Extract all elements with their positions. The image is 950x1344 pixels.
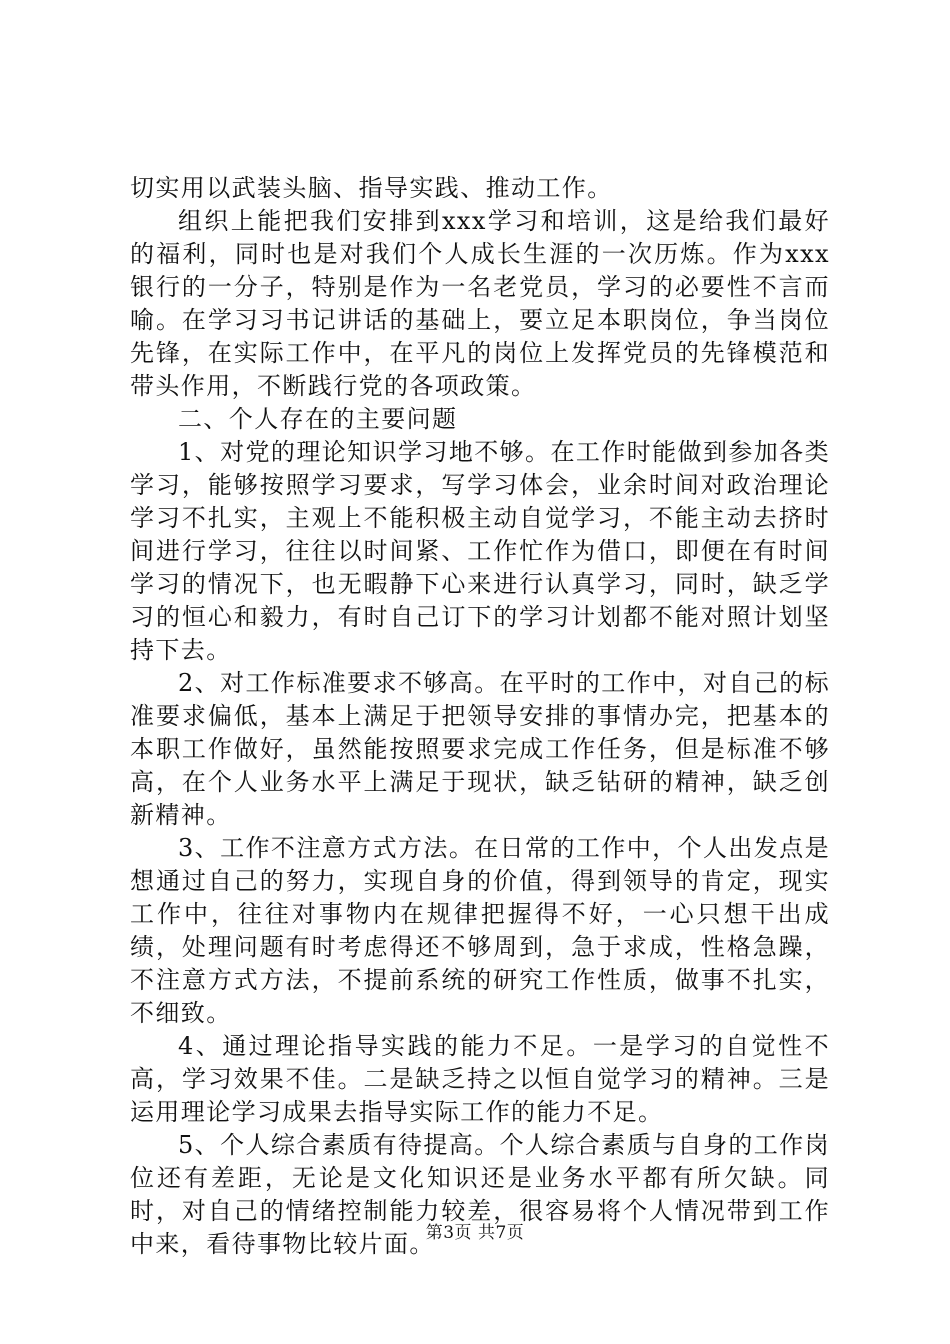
paragraph-item-2: 2、对工作标准要求不够高。在平时的工作中，对自己的标准要求偏低，基本上满足于把领导安排的事情办完，把基本的本职工作做好，虽然能按照要求完成工作任务，但是标准不够高，在个人业务水平上满足于现状，缺乏钻研的精神，缺乏创新精神。 (130, 669, 830, 829)
paragraph-training: 组织上能把我们安排到xxx学习和培训，这是给我们最好的福利，同时也是对我们个人成长生涯的一次历炼。作为xxx银行的一分子，特别是作为一名老党员，学习的必要性不言而喻。在学习习书记讲话的基础上，要立足本职岗位，争当岗位先锋，在实际工作中，在平凡的岗位上发挥党员的先锋模范和带头作用，不断践行党的各项政策。 (130, 207, 830, 400)
document-body (130, 172, 830, 1261)
page-number: 第3页 共7页 (425, 1223, 525, 1243)
page-footer (0, 1218, 950, 1243)
paragraph-continuation: 切实用以武装头脑、指导实践、推动工作。 (130, 174, 613, 202)
section-heading: 二、个人存在的主要问题 (178, 405, 458, 433)
paragraph-item-5: 5、个人综合素质有待提高。个人综合素质与自身的工作岗位还有差距，无论是文化知识还是业务水平都有所欠缺。同时，对自己的情绪控制能力较差，很容易将个人情况带到工作中来，看待事物比较片面。 (130, 1131, 830, 1258)
paragraph-item-1: 1、对党的理论知识学习地不够。在工作时能做到参加各类学习，能够按照学习要求，写学习体会，业余时间对政治理论学习不扎实，主观上不能积极主动自觉学习，不能主动去挤时间进行学习，往往以时间紧、工作忙作为借口，即便在有时间学习的情况下，也无暇静下心来进行认真学习，同时，缺乏学习的恒心和毅力，有时自己订下的学习计划都不能对照计划坚持下去。 (130, 438, 830, 664)
paragraph-item-3: 3、工作不注意方式方法。在日常的工作中，个人出发点是想通过自己的努力，实现自身的价值，得到领导的肯定，现实工作中，往往对事物内在规律把握得不好，一心只想干出成绩，处理问题有时考虑得还不够周到，急于求成，性格急躁，不注意方式方法，不提前系统的研究工作性质，做事不扎实，不细致。 (130, 834, 830, 1027)
paragraph-item-4: 4、通过理论指导实践的能力不足。一是学习的自觉性不高，学习效果不佳。二是缺乏持之以恒自觉学习的精神。三是运用理论学习成果去指导实际工作的能力不足。 (130, 1032, 830, 1126)
